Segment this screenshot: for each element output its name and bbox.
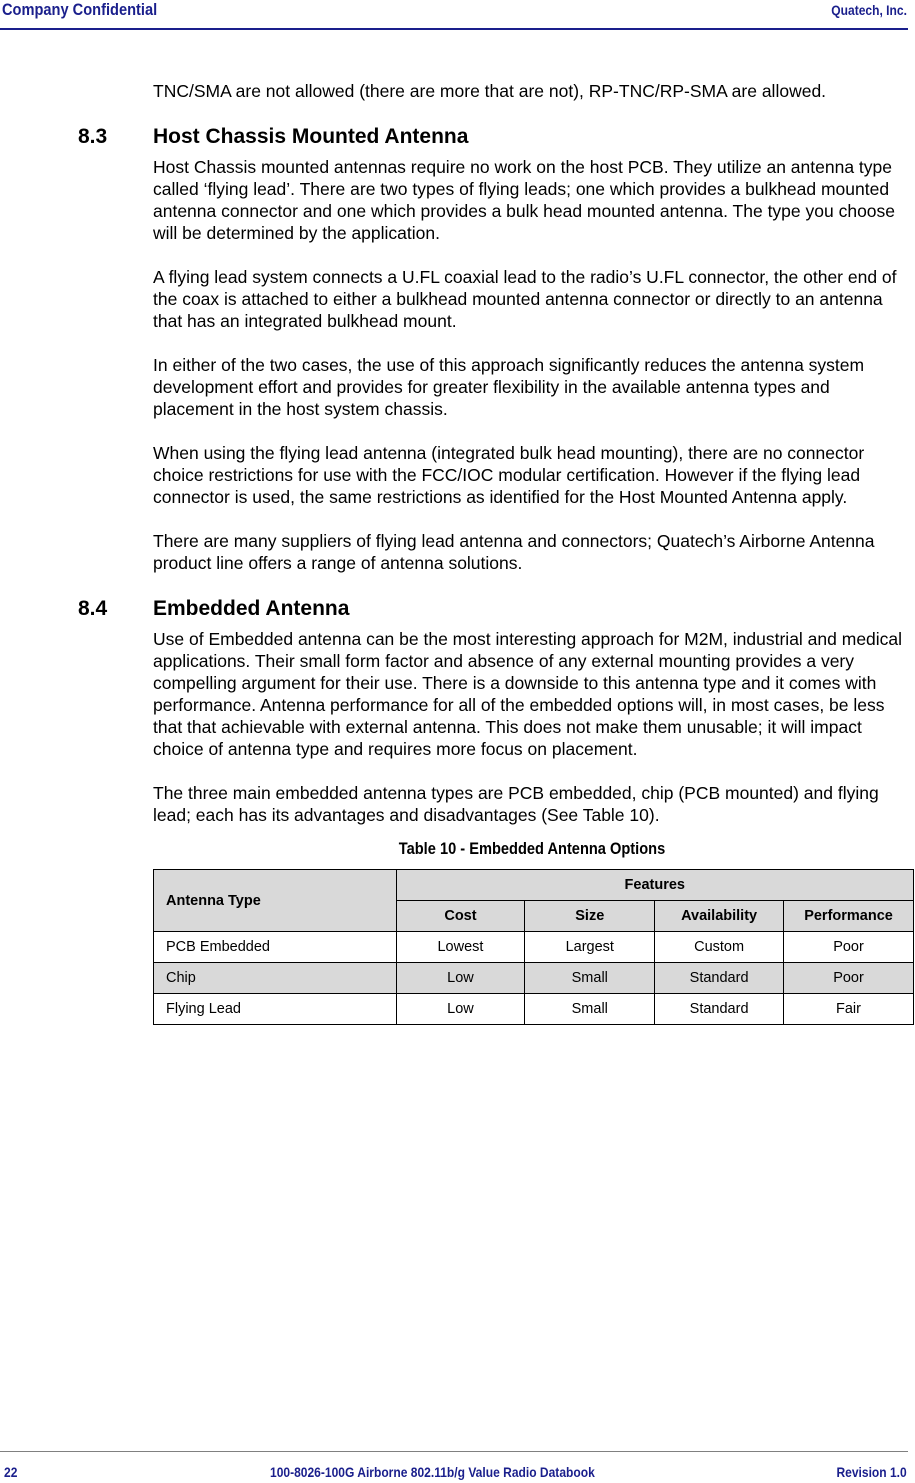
column-header-availability: Availability [655,901,784,932]
cell-size: Largest [525,932,655,963]
antenna-type-header: Antenna Type [154,870,397,932]
header-divider [0,28,908,30]
cell-availability: Custom [655,932,784,963]
cell-cost: Lowest [396,932,525,963]
table-header-row [154,870,914,901]
section-heading [78,124,911,150]
table-row [154,963,914,994]
section-number: 8.4 [78,597,108,620]
footer-page-number: 22 [4,1464,18,1480]
footer-divider [0,1451,908,1452]
section-heading [78,596,911,622]
features-header: Features [396,870,913,901]
paragraph: Host Chassis mounted antennas require no work on the host PCB. They utilize an antenna type called ‘flying lead’. There are two types of flying leads; one which provides a bulkhead mounted antenna connector and one which provides a bulk head mounted antenna. The type you choose will be determined by the application. [153,157,896,243]
antenna-options-table [153,869,914,1025]
section-title: Embedded Antenna [153,597,350,620]
cell-size: Small [525,963,655,994]
paragraph: There are many suppliers of flying lead antenna and connectors; Quatech’s Airborne Antenna product line offers a range of antenna solutions. [153,531,875,573]
footer-revision: Revision 1.0 [836,1464,907,1480]
paragraph: In either of the two cases, the use of this approach significantly reduces the antenna system development effort and provides for greater flexibility in the available antenna types and placement in the host system chassis. [153,355,865,419]
cell-antenna-type: PCB Embedded [154,932,397,963]
cell-performance: Poor [784,963,914,994]
section-title: Host Chassis Mounted Antenna [153,125,469,148]
footer-document-title: 100-8026-100G Airborne 802.11b/g Value Radio Databook [270,1464,595,1480]
table-row [154,994,914,1025]
cell-availability: Standard [655,963,784,994]
cell-availability: Standard [655,994,784,1025]
column-header-size: Size [525,901,655,932]
cell-antenna-type: Flying Lead [154,994,397,1025]
paragraph: Use of Embedded antenna can be the most interesting approach for M2M, industrial and medical applications. Their small form factor and absence of any external mounting provides a very compelling argument for their use. There is a downside to this antenna type and it comes with performance. Antenna performance for all of the embedded options will, in most cases, be less that that achievable with external antenna. This does not make them unusable; it will impact choice of antenna type and requires more focus on placement. [153,629,903,759]
cell-cost: Low [396,994,525,1025]
cell-antenna-type: Chip [154,963,397,994]
section-8-4 [78,596,911,826]
column-header-cost: Cost [396,901,525,932]
header-company-name: Quatech, Inc. [831,2,907,18]
section-number: 8.3 [78,125,108,148]
intro-paragraph: TNC/SMA are not allowed (there are more that are not), RP-TNC/RP-SMA are allowed. [153,81,827,101]
table-caption: Table 10 - Embedded Antenna Options [398,839,666,858]
cell-size: Small [525,994,655,1025]
header-company-confidential: Company Confidential [2,0,158,19]
paragraph: A flying lead system connects a U.FL coaxial lead to the radio’s U.FL connector, the other end of the coax is attached to either a bulkhead mounted antenna connector or directly to an antenna that has an integrated bulkhead mount. [153,267,897,331]
section-8-3 [78,124,911,574]
cell-performance: Poor [784,932,914,963]
table-row [154,932,914,963]
cell-performance: Fair [784,994,914,1025]
paragraph: The three main embedded antenna types are PCB embedded, chip (PCB mounted) and flying lead; each has its advantages and disadvantages (See Table 10). [153,783,879,825]
paragraph: When using the flying lead antenna (integrated bulk head mounting), there are no connector choice restrictions for use with the FCC/IOC modular certification. However if the flying lead connector is used, the same restrictions as identified for the Host Mounted Antenna apply. [153,443,865,507]
column-header-performance: Performance [784,901,914,932]
cell-cost: Low [396,963,525,994]
document-body [78,80,911,1025]
